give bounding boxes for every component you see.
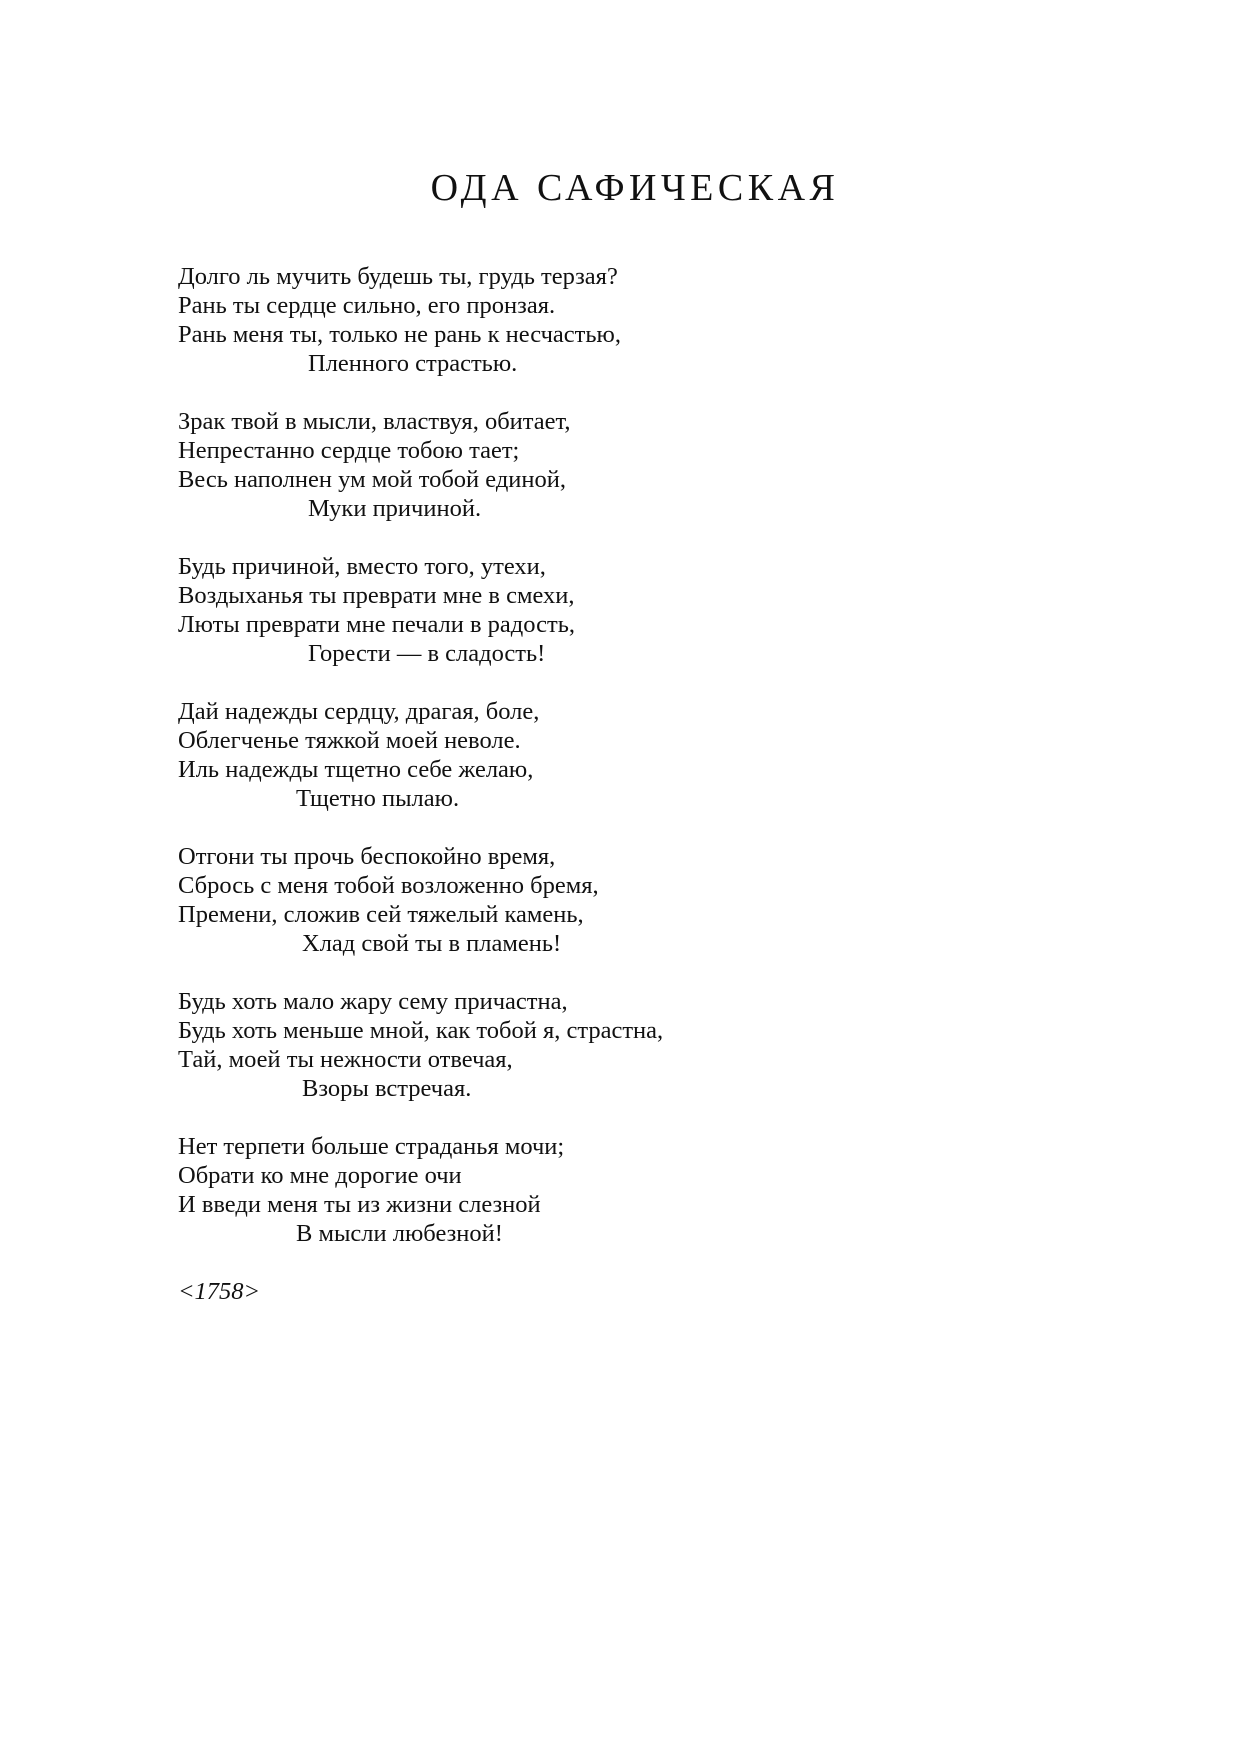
poem-line: Облегченье тяжкой моей неволе. <box>178 727 521 754</box>
poem-line: Весь наполнен ум мой тобой единой, <box>178 466 567 493</box>
poem-line-adonic: В мысли любезной! <box>296 1220 503 1247</box>
poem-line: Дай надежды сердцу, драгая, боле, <box>178 698 540 725</box>
poem-line: Будь хоть меньше мной, как тобой я, страстна, <box>178 1017 664 1044</box>
poem-line: Рань ты сердце сильно, его пронзая. <box>178 292 556 319</box>
poem-line: Отгони ты прочь беспокойно время, <box>178 843 556 870</box>
poem-line: Иль надежды тщетно себе желаю, <box>178 756 534 783</box>
stanza-4 <box>178 697 1078 813</box>
poem-body <box>178 262 1078 1306</box>
stanza-1 <box>178 262 1078 378</box>
poem-line-adonic: Пленного страстью. <box>308 350 518 377</box>
poem-line-adonic: Взоры встречая. <box>302 1075 472 1102</box>
poem-line: Рань меня ты, только не рань к несчастью, <box>178 321 621 348</box>
poem-line: Премени, сложив сей тяжелый камень, <box>178 901 584 928</box>
stanza-5 <box>178 842 1078 958</box>
stanza-6 <box>178 987 1078 1103</box>
poem-line: Будь причиной, вместо того, утехи, <box>178 553 546 580</box>
poem-line: Нет терпети больше страданья мочи; <box>178 1133 565 1160</box>
page-title: ОДА САФИЧЕСКАЯ <box>430 167 840 209</box>
stanza-2 <box>178 407 1078 523</box>
poem-line: Тай, моей ты нежности отвечая, <box>178 1046 513 1073</box>
poem-line-adonic: Хлад свой ты в пламень! <box>302 930 562 957</box>
poem-date: <1758> <box>178 1278 261 1305</box>
poem-line: И введи меня ты из жизни слезной <box>178 1191 541 1218</box>
poem-line: Сбрось с меня тобой возложенно бремя, <box>178 872 599 899</box>
poem-line: Обрати ко мне дорогие очи <box>178 1162 462 1189</box>
stanza-3 <box>178 552 1078 668</box>
poem-line: Воздыханья ты преврати мне в смехи, <box>178 582 575 609</box>
stanza-7 <box>178 1132 1078 1248</box>
poem-line: Непрестанно сердце тобою тает; <box>178 437 520 464</box>
poem-line: Зрак твой в мысли, властвуя, обитает, <box>178 408 571 435</box>
poem-line: Будь хоть мало жару сему причастна, <box>178 988 568 1015</box>
poem-line: Долго ль мучить будешь ты, грудь терзая? <box>178 263 618 290</box>
poem-line-adonic: Муки причиной. <box>308 495 482 522</box>
poem-line-adonic: Тщетно пылаю. <box>296 785 460 812</box>
poem-line: Люты преврати мне печали в радость, <box>178 611 576 638</box>
poem-line-adonic: Горести — в сладость! <box>308 640 546 667</box>
